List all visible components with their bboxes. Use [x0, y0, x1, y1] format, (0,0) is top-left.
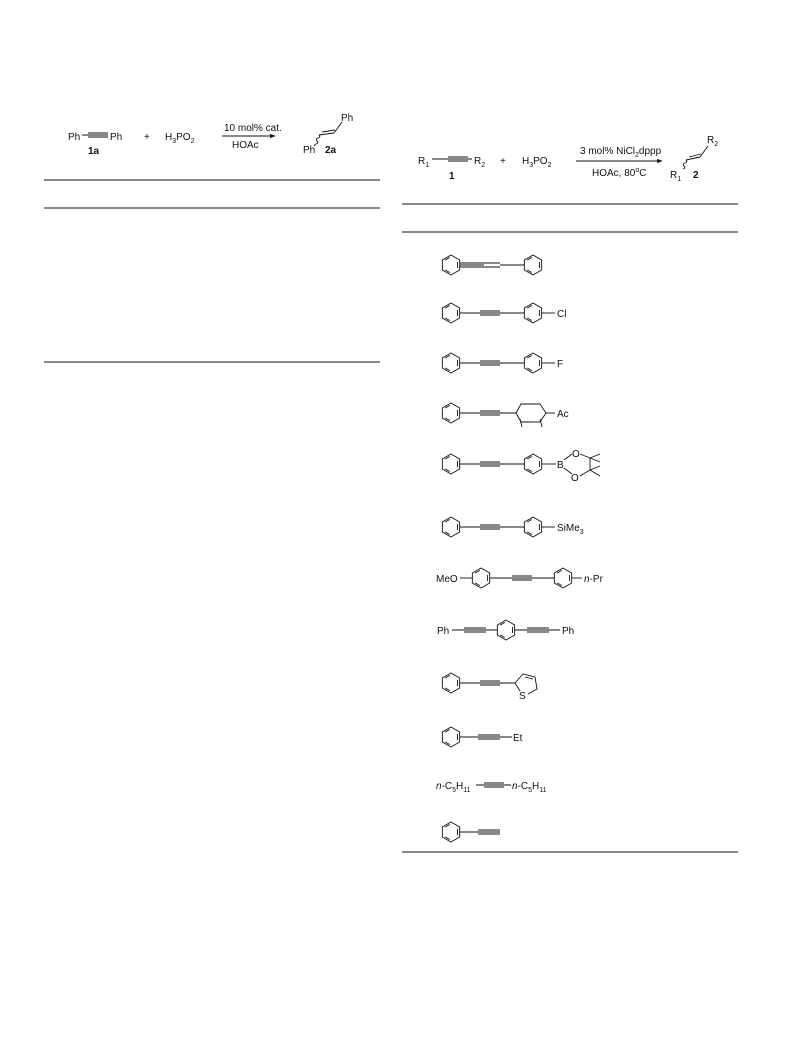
- right-reaction-scheme: [418, 135, 718, 183]
- left-reagent: $H_3PO_2$: [165, 132, 195, 145]
- right-product-label: 2: [693, 170, 699, 181]
- substrate-ph-left-label: Ph: [437, 626, 450, 637]
- right-reagent: $H_3PO_2$: [522, 156, 552, 169]
- substrate-ethyl-label: Et: [513, 733, 523, 744]
- substrate-pentyl-left-label: $n-C_5H_{11}$: [436, 781, 471, 794]
- substrate-acetyl-label: Ac: [557, 409, 569, 420]
- substrate-phenyl-butyne: [442, 727, 512, 747]
- right-reactant-triple-bond: [432, 157, 472, 161]
- substrate-npropyl-label: n-Pr: [584, 574, 603, 585]
- substrate-4-fluorophenyl-phenylacetylene: [442, 353, 555, 373]
- substrate-chloro-label: Cl: [557, 309, 567, 320]
- left-plus: +: [144, 132, 150, 143]
- right-conditions-below: HOAc, 80$^o$C: [592, 167, 647, 179]
- substrate-dipentylacetylene: [476, 783, 511, 787]
- substrate-ph-right-label: Ph: [562, 626, 575, 637]
- left-reactant-ph-right: Ph: [110, 132, 123, 143]
- substrate-pentyl-right-label: $n-C_5H_{11}$: [512, 781, 547, 794]
- substrate-4-chlorophenyl-phenylacetylene: [442, 303, 555, 323]
- right-product-r2: $R_2$: [707, 135, 719, 148]
- substrate-4-tms-phenyl-phenylacetylene: [442, 517, 555, 537]
- substrate-tms-label: SiMe$_3$: [557, 523, 584, 536]
- left-product-ph-top: Ph: [341, 113, 354, 124]
- left-product-structure: [315, 122, 342, 146]
- substrate-methoxy-label: MeO: [436, 574, 458, 585]
- right-product-structure: [683, 146, 708, 169]
- substrate-fluoro-label: F: [557, 359, 564, 370]
- substrate-oxygen-bottom-label: O: [571, 473, 579, 484]
- substrate-diphenylacetylene: [442, 255, 541, 275]
- left-conditions-below: HOAc: [232, 140, 259, 151]
- left-product-ph-bottom: Ph: [303, 145, 316, 156]
- right-product-r1: $R_1$: [670, 170, 682, 183]
- substrate-boron-label: B: [557, 460, 564, 471]
- right-reactant-r1: $R_1$: [418, 156, 430, 169]
- right-reactant-r2: $R_2$: [474, 156, 486, 169]
- left-product-label: 2a: [325, 145, 337, 156]
- left-reaction-scheme: [68, 113, 353, 157]
- left-reactant-ph-left: Ph: [68, 132, 81, 143]
- substrate-sulfur-label: S: [519, 691, 526, 702]
- substrate-phenylacetylene: [442, 822, 500, 842]
- substrate-4-acetylphenyl-phenylacetylene: [442, 403, 555, 427]
- right-plus: +: [500, 156, 506, 167]
- left-conditions-above: 10 mol% cat.: [224, 123, 282, 134]
- right-reactant-label: 1: [449, 171, 455, 182]
- left-reactant-triple-bond: [82, 133, 108, 137]
- left-reactant-label: 1a: [88, 146, 100, 157]
- substrate-bis-phenylethynyl-benzene: [452, 620, 560, 640]
- substrate-oxygen-top-label: O: [572, 449, 580, 460]
- substrate-methoxy-propyl-diarylacetylene: [460, 568, 582, 588]
- right-conditions-above: 3 mol% NiCl$_2$dppp: [580, 146, 662, 159]
